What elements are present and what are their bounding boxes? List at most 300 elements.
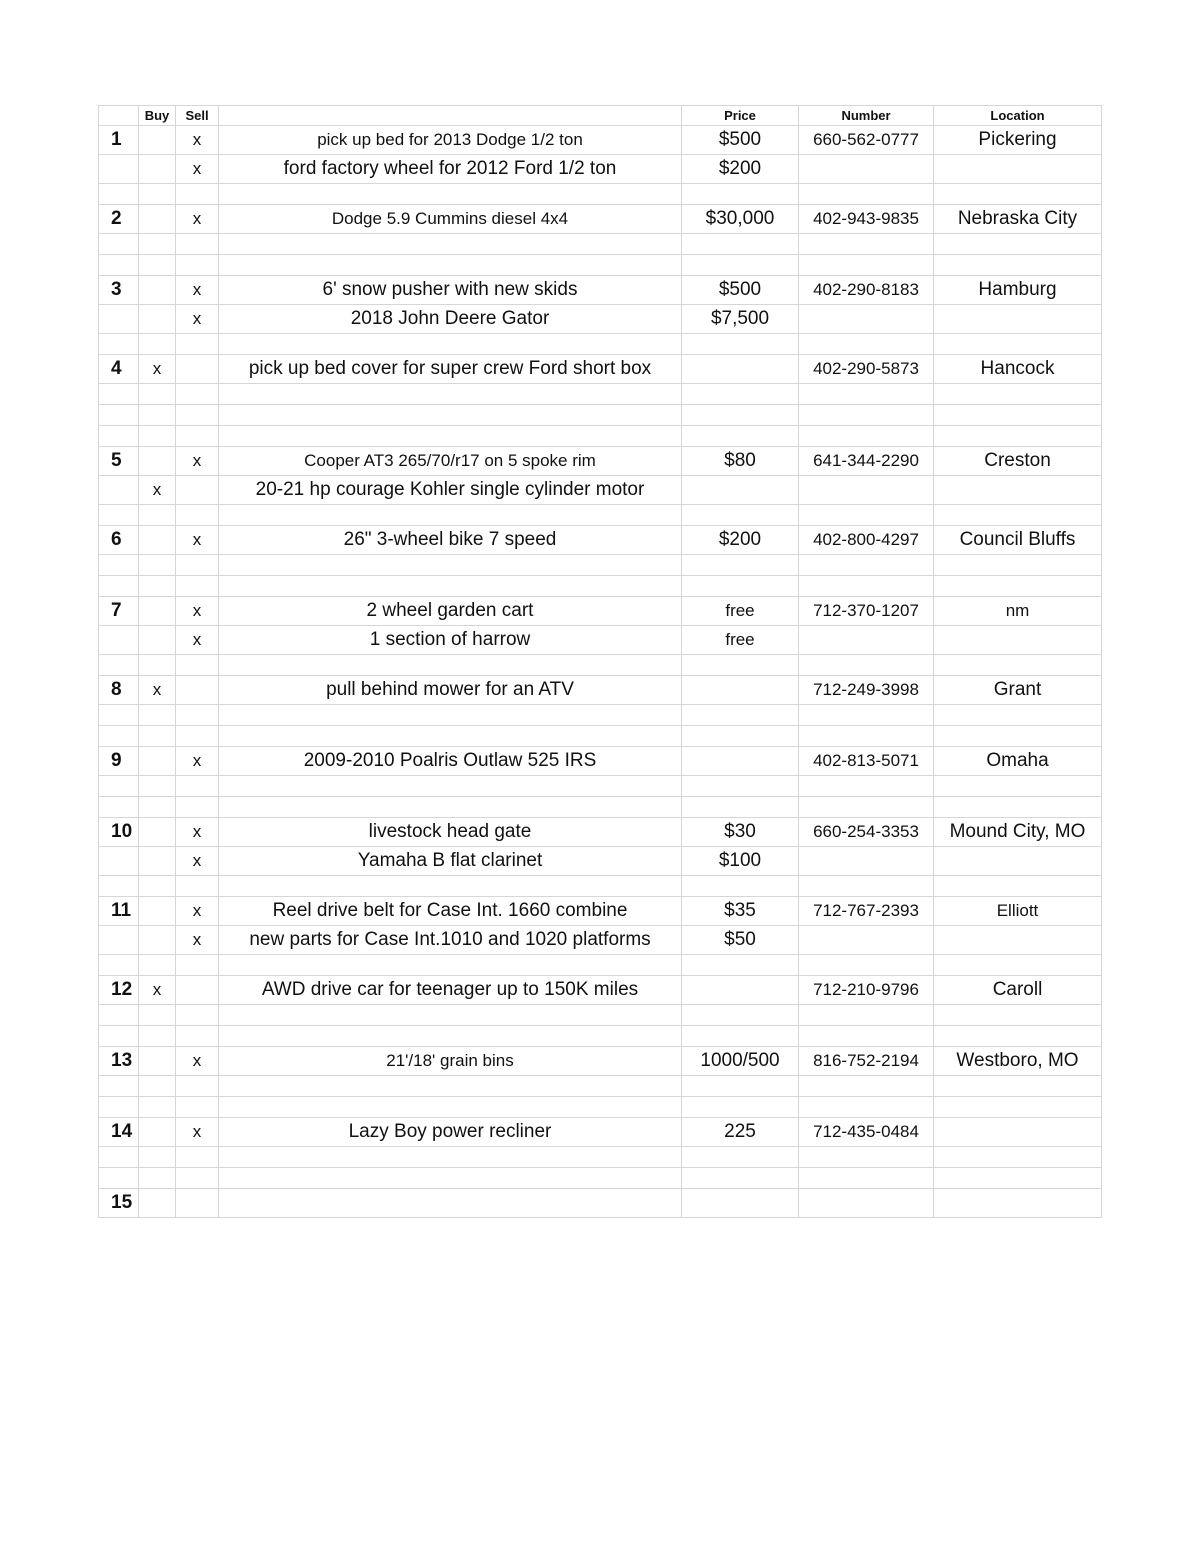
header-location: Location — [933, 106, 1102, 125]
buy-cell — [138, 1097, 175, 1117]
index-cell — [98, 726, 138, 746]
price-cell — [681, 955, 798, 975]
location-cell — [933, 705, 1102, 725]
spacer-row — [98, 797, 1102, 818]
index-cell — [98, 1076, 138, 1096]
buy-cell — [138, 705, 175, 725]
item-cell — [218, 726, 681, 746]
spacer-row — [98, 1168, 1102, 1189]
price-cell: free — [681, 626, 798, 654]
item-cell — [218, 1005, 681, 1025]
item-description: Cooper AT3 265/70/r17 on 5 spoke rim — [218, 447, 681, 475]
location-cell: Grant — [933, 676, 1102, 704]
item-description — [218, 1189, 681, 1217]
buy-mark: x — [138, 976, 175, 1004]
location-cell — [933, 1118, 1102, 1146]
price-cell — [681, 705, 798, 725]
table-row — [98, 847, 1102, 876]
price-cell: $80 — [681, 447, 798, 475]
phone-number: 660-562-0777 — [798, 126, 933, 154]
phone-number: 660-254-3353 — [798, 818, 933, 846]
item-description: Yamaha B flat clarinet — [218, 847, 681, 875]
buy-cell — [138, 776, 175, 796]
price-cell — [681, 405, 798, 425]
spacer-row — [98, 726, 1102, 747]
row-index: 13 — [98, 1047, 138, 1075]
buy-cell — [138, 876, 175, 896]
spacer-row — [98, 334, 1102, 355]
sell-mark: x — [175, 205, 218, 233]
location-cell — [933, 555, 1102, 575]
row-index: 10 — [98, 818, 138, 846]
number-cell — [798, 655, 933, 675]
buy-cell — [138, 555, 175, 575]
location-cell — [933, 184, 1102, 204]
location-cell — [933, 1005, 1102, 1025]
sell-mark: x — [175, 526, 218, 554]
number-cell — [798, 405, 933, 425]
sell-mark: x — [175, 305, 218, 333]
number-cell — [798, 426, 933, 446]
location-cell: Mound City, MO — [933, 818, 1102, 846]
sell-mark: x — [175, 1047, 218, 1075]
sell-cell — [175, 1097, 218, 1117]
buy-mark — [138, 847, 175, 875]
spacer-row — [98, 576, 1102, 597]
number-cell — [798, 555, 933, 575]
buy-cell — [138, 334, 175, 354]
index-cell — [98, 705, 138, 725]
index-cell — [98, 405, 138, 425]
location-cell — [933, 626, 1102, 654]
table-row — [98, 1118, 1102, 1147]
buy-mark — [138, 155, 175, 183]
phone-number: 712-210-9796 — [798, 976, 933, 1004]
location-cell: nm — [933, 597, 1102, 625]
price-cell — [681, 234, 798, 254]
sell-mark: x — [175, 597, 218, 625]
item-cell — [218, 955, 681, 975]
table-row — [98, 747, 1102, 776]
location-cell — [933, 1168, 1102, 1188]
location-cell: Westboro, MO — [933, 1047, 1102, 1075]
sell-cell — [175, 705, 218, 725]
index-cell — [98, 1147, 138, 1167]
buy-cell — [138, 1147, 175, 1167]
index-cell — [98, 797, 138, 817]
location-cell — [933, 797, 1102, 817]
item-description: 2018 John Deere Gator — [218, 305, 681, 333]
index-cell — [98, 876, 138, 896]
phone-number — [798, 1189, 933, 1217]
number-cell — [798, 234, 933, 254]
spacer-row — [98, 705, 1102, 726]
sell-cell — [175, 405, 218, 425]
item-description: pick up bed for 2013 Dodge 1/2 ton — [218, 126, 681, 154]
phone-number — [798, 847, 933, 875]
location-cell — [933, 505, 1102, 525]
row-index — [98, 476, 138, 504]
header-price: Price — [681, 106, 798, 125]
item-description: 26" 3-wheel bike 7 speed — [218, 526, 681, 554]
row-index: 7 — [98, 597, 138, 625]
number-cell — [798, 797, 933, 817]
phone-number — [798, 305, 933, 333]
location-cell — [933, 1189, 1102, 1217]
number-cell — [798, 1005, 933, 1025]
item-cell — [218, 705, 681, 725]
buy-mark — [138, 526, 175, 554]
item-cell — [218, 797, 681, 817]
table-row — [98, 476, 1102, 505]
item-description: new parts for Case Int.1010 and 1020 platforms — [218, 926, 681, 954]
buy-mark: x — [138, 476, 175, 504]
buy-cell — [138, 384, 175, 404]
price-cell — [681, 505, 798, 525]
spacer-row — [98, 1076, 1102, 1097]
location-cell — [933, 1026, 1102, 1046]
price-cell: $500 — [681, 276, 798, 304]
location-cell — [933, 655, 1102, 675]
sell-cell — [175, 726, 218, 746]
index-cell — [98, 576, 138, 596]
buy-mark — [138, 626, 175, 654]
number-cell — [798, 255, 933, 275]
sell-cell — [175, 234, 218, 254]
header-sell: Sell — [175, 106, 218, 125]
location-cell: Pickering — [933, 126, 1102, 154]
number-cell — [798, 576, 933, 596]
header-row — [98, 105, 1102, 126]
item-description: 2 wheel garden cart — [218, 597, 681, 625]
row-index — [98, 847, 138, 875]
price-cell — [681, 655, 798, 675]
sell-cell — [175, 255, 218, 275]
sell-cell — [175, 955, 218, 975]
phone-number: 402-800-4297 — [798, 526, 933, 554]
sell-cell — [175, 655, 218, 675]
price-cell — [681, 476, 798, 504]
index-cell — [98, 1005, 138, 1025]
sell-cell — [175, 1147, 218, 1167]
sell-mark — [175, 476, 218, 504]
price-cell — [681, 797, 798, 817]
item-description: 20-21 hp courage Kohler single cylinder motor — [218, 476, 681, 504]
buy-cell — [138, 184, 175, 204]
number-cell — [798, 1097, 933, 1117]
sell-cell — [175, 876, 218, 896]
item-description: pick up bed cover for super crew Ford short box — [218, 355, 681, 383]
spacer-row — [98, 1147, 1102, 1168]
item-cell — [218, 1168, 681, 1188]
item-description: Dodge 5.9 Cummins diesel 4x4 — [218, 205, 681, 233]
index-cell — [98, 384, 138, 404]
item-cell — [218, 776, 681, 796]
number-cell — [798, 1026, 933, 1046]
row-index: 12 — [98, 976, 138, 1004]
table-row — [98, 976, 1102, 1005]
index-cell — [98, 655, 138, 675]
spacer-row — [98, 384, 1102, 405]
row-index: 8 — [98, 676, 138, 704]
buy-cell — [138, 505, 175, 525]
index-cell — [98, 776, 138, 796]
spacer-row — [98, 1097, 1102, 1118]
buy-cell — [138, 1076, 175, 1096]
row-index: 6 — [98, 526, 138, 554]
number-cell — [798, 1076, 933, 1096]
item-description: pull behind mower for an ATV — [218, 676, 681, 704]
spacer-row — [98, 234, 1102, 255]
sell-mark: x — [175, 126, 218, 154]
price-cell — [681, 1147, 798, 1167]
spacer-row — [98, 184, 1102, 205]
location-cell — [933, 334, 1102, 354]
buy-cell — [138, 797, 175, 817]
location-cell: Hamburg — [933, 276, 1102, 304]
buy-cell — [138, 726, 175, 746]
sell-mark: x — [175, 1118, 218, 1146]
item-cell — [218, 1076, 681, 1096]
buy-cell — [138, 1005, 175, 1025]
sell-cell — [175, 384, 218, 404]
price-cell — [681, 1076, 798, 1096]
phone-number — [798, 626, 933, 654]
price-cell — [681, 184, 798, 204]
item-description: 2009-2010 Poalris Outlaw 525 IRS — [218, 747, 681, 775]
price-cell — [681, 426, 798, 446]
location-cell: Elliott — [933, 897, 1102, 925]
buy-mark — [138, 126, 175, 154]
price-cell — [681, 1168, 798, 1188]
number-cell — [798, 384, 933, 404]
location-cell — [933, 426, 1102, 446]
item-cell — [218, 1147, 681, 1167]
location-cell: Council Bluffs — [933, 526, 1102, 554]
index-cell — [98, 234, 138, 254]
location-cell — [933, 1147, 1102, 1167]
price-cell: $100 — [681, 847, 798, 875]
sell-mark — [175, 1189, 218, 1217]
sell-mark: x — [175, 626, 218, 654]
price-cell: $35 — [681, 897, 798, 925]
index-cell — [98, 426, 138, 446]
number-cell — [798, 1168, 933, 1188]
phone-number: 712-370-1207 — [798, 597, 933, 625]
price-cell — [681, 976, 798, 1004]
index-cell — [98, 334, 138, 354]
item-cell — [218, 555, 681, 575]
table-row — [98, 126, 1102, 155]
buy-cell — [138, 655, 175, 675]
index-cell — [98, 1097, 138, 1117]
location-cell — [933, 384, 1102, 404]
sell-cell — [175, 1076, 218, 1096]
spacer-row — [98, 255, 1102, 276]
location-cell — [933, 1076, 1102, 1096]
table-row — [98, 526, 1102, 555]
price-cell — [681, 747, 798, 775]
spacer-row — [98, 876, 1102, 897]
sell-mark: x — [175, 276, 218, 304]
location-cell — [933, 926, 1102, 954]
buy-mark — [138, 1189, 175, 1217]
number-cell — [798, 876, 933, 896]
location-cell — [933, 847, 1102, 875]
location-cell — [933, 576, 1102, 596]
item-cell — [218, 505, 681, 525]
index-cell — [98, 555, 138, 575]
sell-mark — [175, 976, 218, 1004]
buy-cell — [138, 955, 175, 975]
sell-cell — [175, 334, 218, 354]
item-description: 21'/18' grain bins — [218, 1047, 681, 1075]
row-index: 15 — [98, 1189, 138, 1217]
sell-cell — [175, 797, 218, 817]
table-row — [98, 155, 1102, 184]
location-cell — [933, 234, 1102, 254]
sell-mark: x — [175, 155, 218, 183]
phone-number: 402-813-5071 — [798, 747, 933, 775]
sell-cell — [175, 776, 218, 796]
location-cell — [933, 405, 1102, 425]
index-cell — [98, 255, 138, 275]
table-row — [98, 597, 1102, 626]
buy-mark — [138, 597, 175, 625]
table-row — [98, 205, 1102, 234]
buy-cell — [138, 255, 175, 275]
price-cell: $50 — [681, 926, 798, 954]
table-row — [98, 1047, 1102, 1076]
location-cell: Hancock — [933, 355, 1102, 383]
sell-cell — [175, 576, 218, 596]
buy-mark: x — [138, 355, 175, 383]
number-cell — [798, 955, 933, 975]
phone-number — [798, 155, 933, 183]
phone-number: 712-249-3998 — [798, 676, 933, 704]
sell-cell — [175, 505, 218, 525]
number-cell — [798, 705, 933, 725]
table-row — [98, 355, 1102, 384]
table-row — [98, 926, 1102, 955]
item-description: AWD drive car for teenager up to 150K miles — [218, 976, 681, 1004]
phone-number: 712-435-0484 — [798, 1118, 933, 1146]
spacer-row — [98, 426, 1102, 447]
price-cell: 225 — [681, 1118, 798, 1146]
index-cell — [98, 1026, 138, 1046]
buy-cell — [138, 1168, 175, 1188]
spacer-row — [98, 776, 1102, 797]
phone-number — [798, 926, 933, 954]
number-cell — [798, 776, 933, 796]
row-index — [98, 626, 138, 654]
spacer-row — [98, 555, 1102, 576]
location-cell — [933, 305, 1102, 333]
item-description: Reel drive belt for Case Int. 1660 combine — [218, 897, 681, 925]
item-cell — [218, 1097, 681, 1117]
phone-number: 641-344-2290 — [798, 447, 933, 475]
price-cell — [681, 384, 798, 404]
location-cell — [933, 155, 1102, 183]
table-row — [98, 818, 1102, 847]
location-cell — [933, 726, 1102, 746]
row-index — [98, 305, 138, 333]
row-index: 1 — [98, 126, 138, 154]
item-cell — [218, 1026, 681, 1046]
spacer-row — [98, 1026, 1102, 1047]
buy-cell — [138, 1026, 175, 1046]
header-buy: Buy — [138, 106, 175, 125]
item-cell — [218, 426, 681, 446]
number-cell — [798, 505, 933, 525]
phone-number — [798, 476, 933, 504]
price-cell — [681, 1097, 798, 1117]
item-cell — [218, 576, 681, 596]
header-number: Number — [798, 106, 933, 125]
row-index: 3 — [98, 276, 138, 304]
classified-ads-sheet — [98, 105, 1102, 1218]
phone-number: 712-767-2393 — [798, 897, 933, 925]
row-index: 5 — [98, 447, 138, 475]
sell-mark: x — [175, 747, 218, 775]
price-cell — [681, 1026, 798, 1046]
location-cell — [933, 255, 1102, 275]
price-cell — [681, 776, 798, 796]
sell-cell — [175, 555, 218, 575]
sell-mark: x — [175, 847, 218, 875]
price-cell — [681, 1005, 798, 1025]
row-index: 11 — [98, 897, 138, 925]
price-cell — [681, 726, 798, 746]
price-cell: $7,500 — [681, 305, 798, 333]
phone-number: 402-943-9835 — [798, 205, 933, 233]
sell-mark: x — [175, 897, 218, 925]
item-cell — [218, 234, 681, 254]
item-description: 6' snow pusher with new skids — [218, 276, 681, 304]
spacer-row — [98, 1005, 1102, 1026]
price-cell — [681, 355, 798, 383]
number-cell — [798, 726, 933, 746]
buy-mark — [138, 926, 175, 954]
table-row — [98, 897, 1102, 926]
table-row — [98, 305, 1102, 334]
sell-cell — [175, 426, 218, 446]
price-cell — [681, 576, 798, 596]
buy-mark — [138, 747, 175, 775]
buy-mark — [138, 276, 175, 304]
sell-mark: x — [175, 447, 218, 475]
item-cell — [218, 876, 681, 896]
location-cell — [933, 1097, 1102, 1117]
header-item — [218, 106, 681, 125]
buy-mark — [138, 205, 175, 233]
header-index-cell — [98, 106, 138, 125]
location-cell — [933, 776, 1102, 796]
phone-number: 402-290-5873 — [798, 355, 933, 383]
number-cell — [798, 1147, 933, 1167]
table-row — [98, 676, 1102, 705]
index-cell — [98, 1168, 138, 1188]
row-index: 14 — [98, 1118, 138, 1146]
price-cell: 1000/500 — [681, 1047, 798, 1075]
row-index: 9 — [98, 747, 138, 775]
buy-mark — [138, 1047, 175, 1075]
price-cell: $500 — [681, 126, 798, 154]
item-description: 1 section of harrow — [218, 626, 681, 654]
sell-mark — [175, 355, 218, 383]
price-cell: $200 — [681, 526, 798, 554]
item-description: ford factory wheel for 2012 Ford 1/2 ton — [218, 155, 681, 183]
